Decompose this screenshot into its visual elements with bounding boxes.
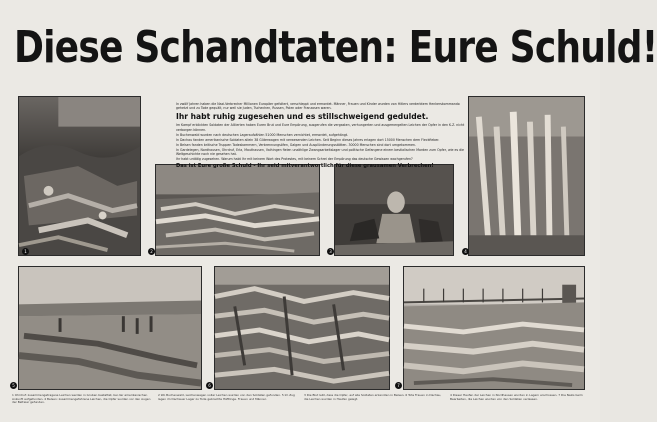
photo-2	[155, 164, 320, 256]
photo-6-number: 6	[206, 382, 213, 389]
intro-text: In zwölf Jahren haben die Nazi-Verbrecher Millionen Europäer gefoltert, verschleppt und ermordet. Männer, Frauen und Kinder wurden von Hitlers verderbtem Henkerskommando gehetzt und zu Tode gequält, nur weil sie Juden, Tschechen, Russen, Polen oder Franzosen waren.	[176, 102, 460, 111]
photo-4	[468, 96, 585, 256]
photo-1	[18, 96, 141, 256]
central-text	[176, 102, 468, 170]
caption-column: 3 Die Blut lebt, dass die Opfer, auf alle Soldaten erkannten in Belsen. 6 Tote Frauen in Dachau, die Leichen wurden in Haufen gelegt.	[304, 393, 442, 401]
paragraph-6: Ihr habt untätig zugesehen. Warum habt Ihr mit keinem Wort des Protestes, mit keinem Schrei der Empörung das deutsche Gewissen wachgerufen?	[176, 156, 413, 161]
paragraph-5: In Gardelegen, Nordhausen, Ohrdruf, Erla, Mauthausen, Vaihingen fielen unzählige Zwangsarbeitslager und politische Gefangene einem bestialischen Morden zum Opfer, wie es die Weltgeschichte noch nie gesehen hat.	[176, 147, 465, 156]
bold-conclusion: Das ist Eure große Schuld - Ihr seid mitverantwortlich für diese grausamen Verbrechen!	[176, 163, 434, 170]
caption-column: 1 Ohrdruf: zusammengetragene Leichen werden in Gruben bestattet, bei der amerikanischen Ankunft aufgefunden. 4 Belsen: zusammengefahrene Leichen, die Opfer wurden vor den Augen der Befreier gefunden.	[12, 393, 151, 405]
paragraph-2: In Buchenwald wurden nach deutschen Lageraufzählen 51000 Menschen vernichtet, ermordet, aufgehängt.	[176, 132, 349, 137]
photo-5-number: 5	[10, 382, 17, 389]
caption-column: 4 Dieser Haufen der Leichen in Nordhausen wurden in Lagern erschossen. 7 Die Nazis beim Bearbeiten, die Leichen wurden von den Soldaten verlassen.	[450, 393, 583, 401]
headline: Diese Schandtaten: Eure Schuld!	[14, 22, 657, 73]
paragraph-4: In Belsen fanden britische Truppen Todeskammern, Verbrennungsöfen, Galgen und Ausplünderungsstätten. 30000 Menschen sind dort umgekommen.	[176, 142, 416, 147]
paragraph-3: In Dachau fanden amerikanische Soldaten allein 38 Güterwagen mit verwesenden Leichen. Seit Beginn dieses Jahres erlagen dort 15000 Menschen dem Fleckfieber.	[176, 137, 440, 142]
captions	[12, 394, 590, 416]
photo-5	[18, 266, 202, 390]
photo-4-number: 4	[462, 248, 469, 255]
paragraph-1: Im Kampf erblickten Soldaten der Alliierten haben Euren Brut und Eure Empörung, ausgerufen die vergasten, verhungerten und ausgemergelten Leichen der Opfer in den K.Z. nicht verborgen können.	[176, 123, 465, 132]
photo-2-number: 2	[148, 248, 155, 255]
photo-3-number: 3	[327, 248, 334, 255]
photo-3	[334, 164, 454, 256]
bold-statement: Ihr habt ruhig zugesehen und es stillschweigend geduldet.	[176, 112, 429, 122]
caption-column: 2 Wo Buchenwald, Leichenwagen voller Leichen wurden von den Soldaten gefunden. 5 Im Zug lagen im Dachauer Lager zu Tode gebrachte Häftlinge. Frauen und Männer.	[158, 393, 295, 401]
photo-7-number: 7	[395, 382, 402, 389]
photo-1-number: 1	[22, 248, 29, 255]
photo-7	[403, 266, 585, 390]
photo-6	[214, 266, 390, 390]
